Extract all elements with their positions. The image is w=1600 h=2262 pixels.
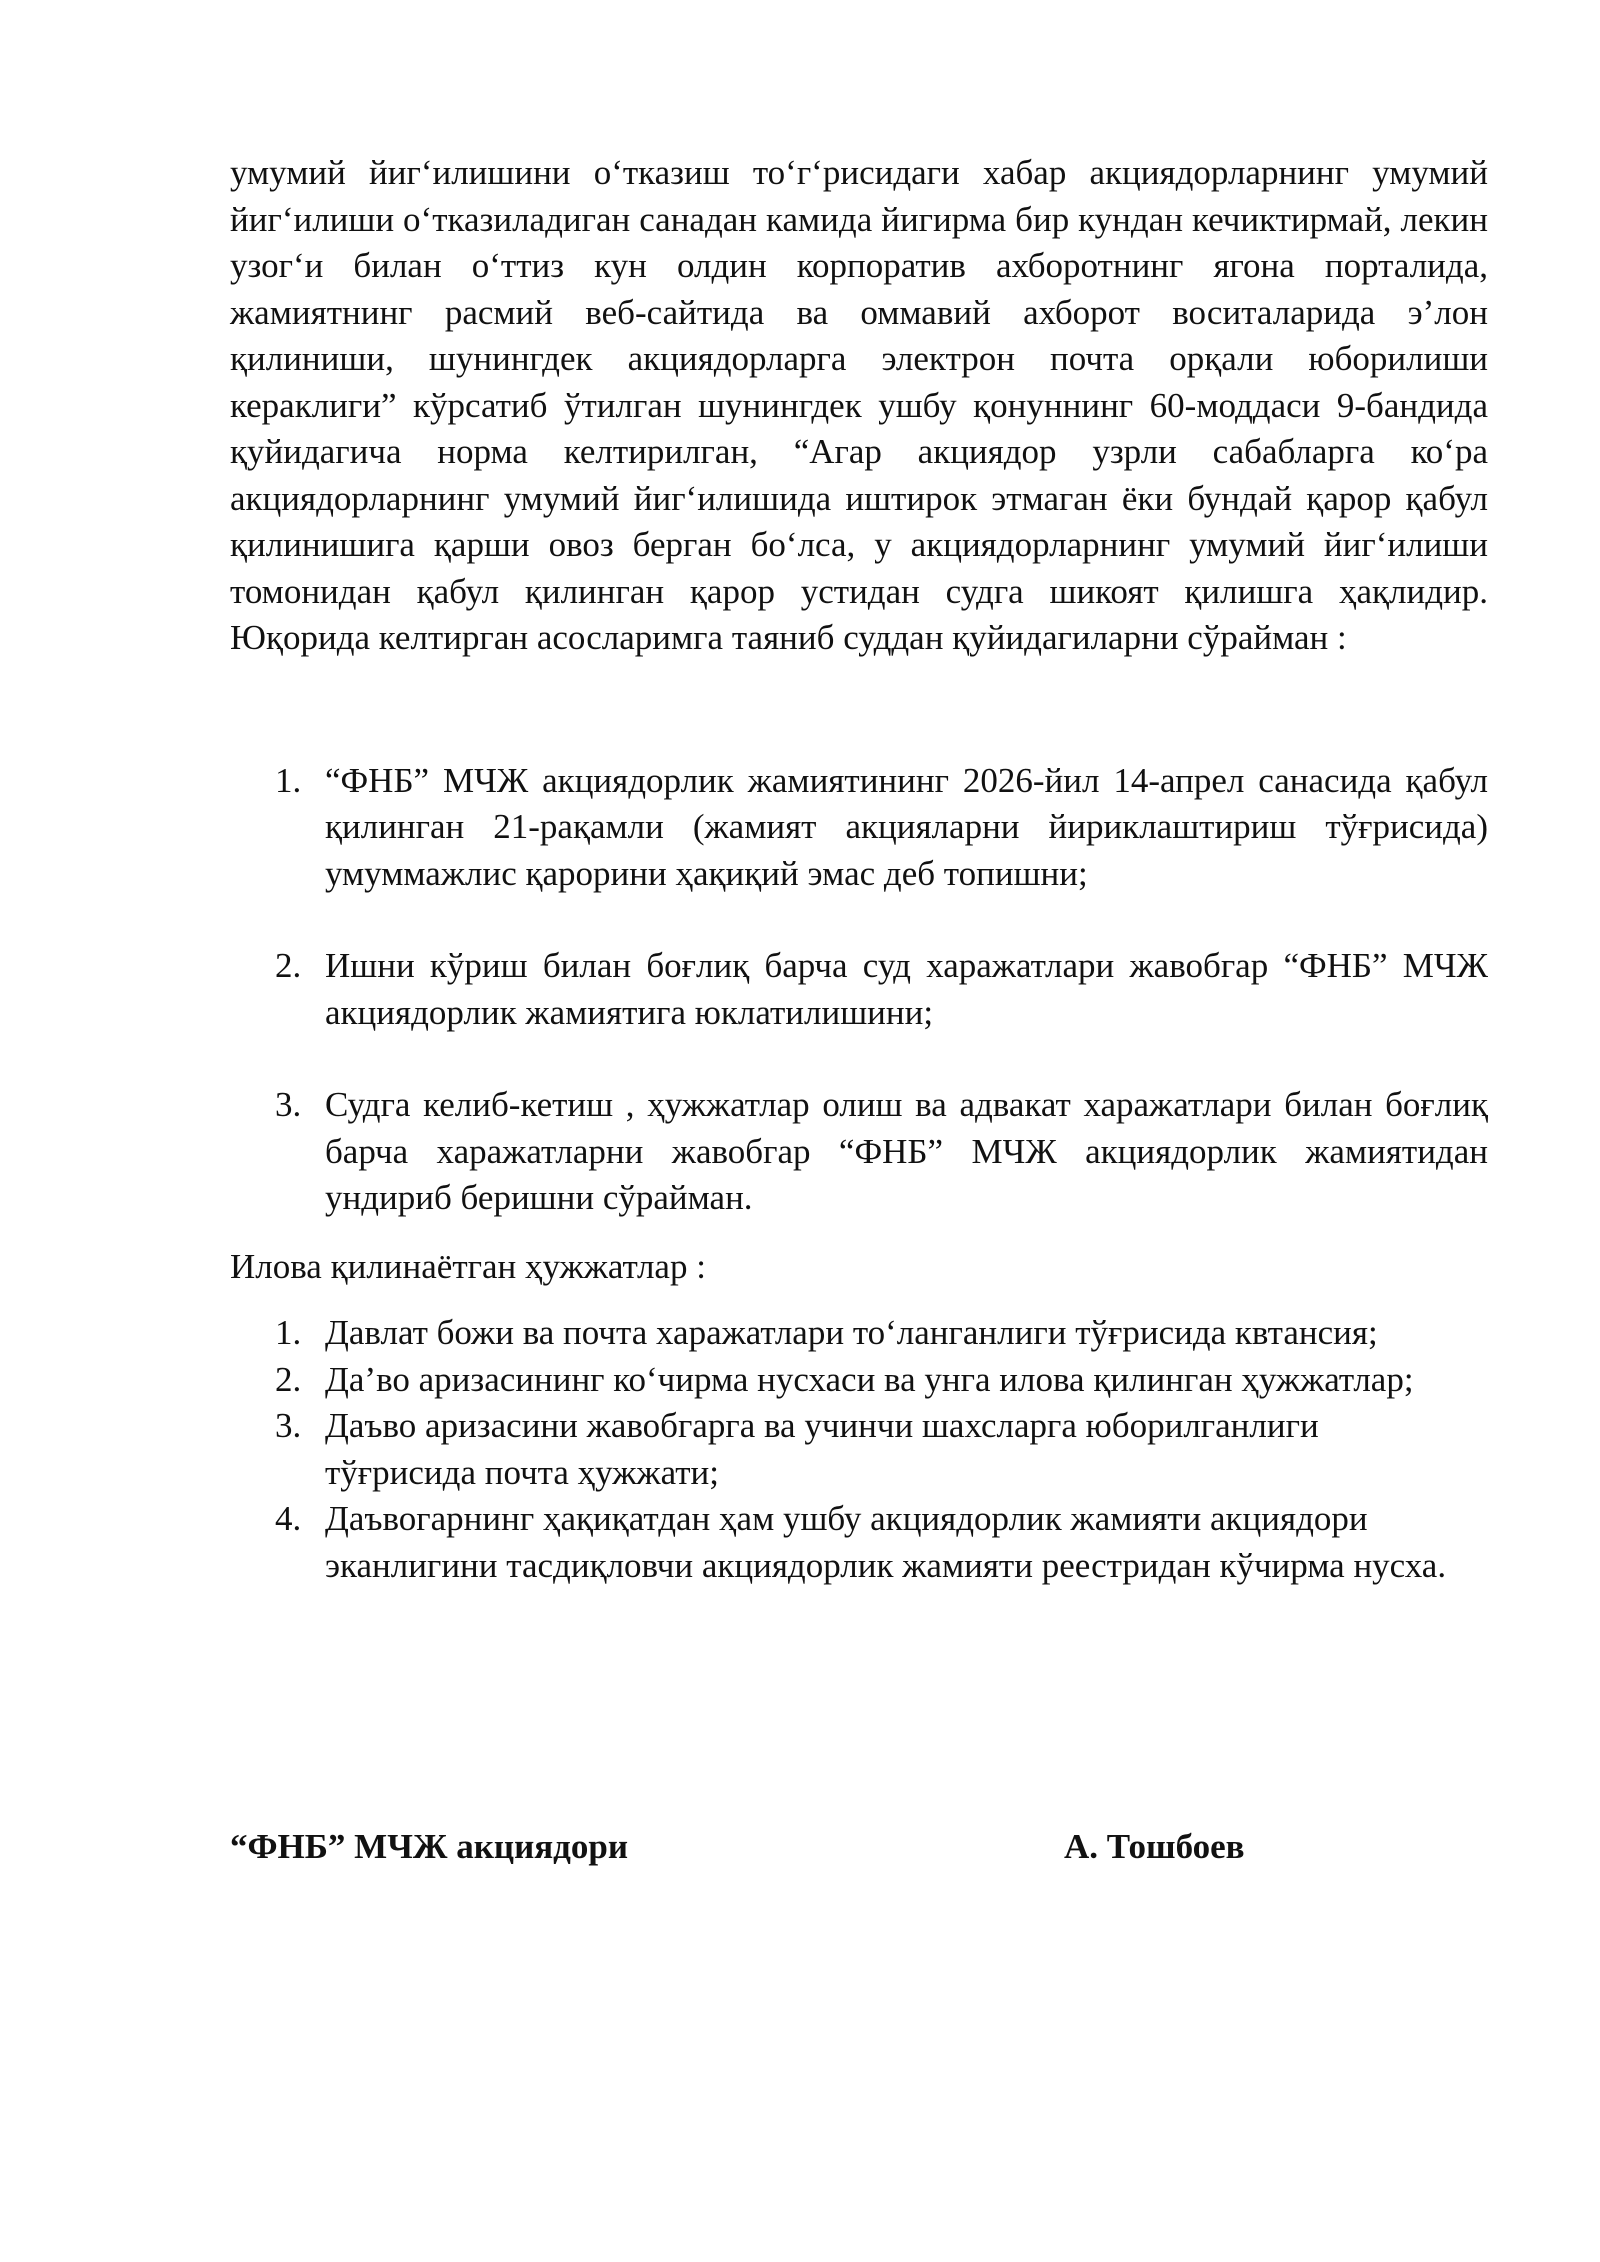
signatory-name: А. Тошбоев: [1064, 1827, 1245, 1866]
attachment-item: [230, 1310, 1488, 1357]
attachments-heading: Илова қилинаётган ҳужжатлар :: [230, 1246, 706, 1286]
attachment-text: Даъвогарнинг ҳақиқатдан ҳам ушбу акциядорлик жамияти акциядори эканлигини тасдиқловчи акциядорлик жамияти реестридан кўчирма нусха.: [325, 1499, 1447, 1585]
request-item: [230, 943, 1488, 1036]
document-body: [230, 150, 1488, 1589]
list-number: 3.: [275, 1085, 302, 1124]
request-text: Ишни кўриш билан боғлиқ барча суд харажатлари жавобгар “ФНБ” МЧЖ акциядорлик жамиятига юклатилишини;: [325, 946, 1488, 1032]
attachment-list: [230, 1310, 1488, 1589]
intro-paragraph: умумий йиг‘илишини о‘тказиш то‘г‘рисидаги хабар акциядорларнинг умумий йиг‘илиши о‘тказиладиган санадан камида йигирма бир кундан кечиктирмай, лекин узог‘и билан о‘ттиз кун олдин корпоратив ахборотнинг ягона порталида, жамиятнинг расмий веб-сайтида ва оммавий ахборот воситаларида э’лон қилиниши, шунингдек акциядорларга электрон почта орқали юборилиши кераклиги” кўрсатиб ўтилган шунингдек ушбу қонуннинг 60-моддаси 9-бандида қуйидагича норма келтирилган, “Агар акциядор узрли сабабларга ко‘ра акциядорларнинг умумий йиг‘илишида иштирок этмаган ёки бундай қарор қабул қилинишига қарши овоз берган бо‘лса, у акциядорларнинг умумий йиг‘илиши томонидан қабул қилинган қарор устидан судга шикоят қилишга ҳақлидир. Юқорида келтирган асосларимга таяниб суддан қуйидагиларни сўрайман :: [230, 153, 1488, 657]
signatory-role: “ФНБ” МЧЖ акциядори: [230, 1827, 629, 1866]
attachment-text: Да’во аризасининг ко‘чирма нусхаси ва унга илова қилинган ҳужжатлар;: [325, 1359, 1414, 1399]
list-number: 2.: [275, 1359, 302, 1399]
list-number: 3.: [275, 1406, 302, 1445]
attachment-item: [230, 1403, 1488, 1496]
list-number: 1.: [275, 760, 302, 800]
list-number: 1.: [275, 1313, 302, 1352]
attachment-text: Давлат божи ва почта харажатлари то‘ланганлиги тўғрисида квтансия;: [325, 1313, 1378, 1352]
request-text: “ФНБ” МЧЖ акциядорлик жамиятининг 2026-йил 14-апрел санасида қабул қилинган 21-рақамли (жамият акцияларни йириклаштириш тўғрисида) умуммажлис қарорини ҳақиқий эмас деб топишни;: [325, 760, 1488, 893]
attachment-item: [230, 1496, 1488, 1589]
list-number: 2.: [275, 946, 302, 985]
request-list: [230, 758, 1488, 1222]
attachment-text: Даъво аризасини жавобгарга ва учинчи шахсларга юборилганлиги тўғрисида почта ҳужжати;: [325, 1406, 1319, 1492]
request-item: [230, 1082, 1488, 1222]
attachment-item: [230, 1357, 1488, 1404]
list-number: 4.: [275, 1499, 302, 1538]
request-text: Судга келиб-кетиш , ҳужжатлар олиш ва адвакат харажатлари билан боғлиқ барча харажатларни жавобгар “ФНБ” МЧЖ акциядорлик жамиятидан ундириб беришни сўрайман.: [325, 1085, 1488, 1217]
request-item: [230, 758, 1488, 898]
